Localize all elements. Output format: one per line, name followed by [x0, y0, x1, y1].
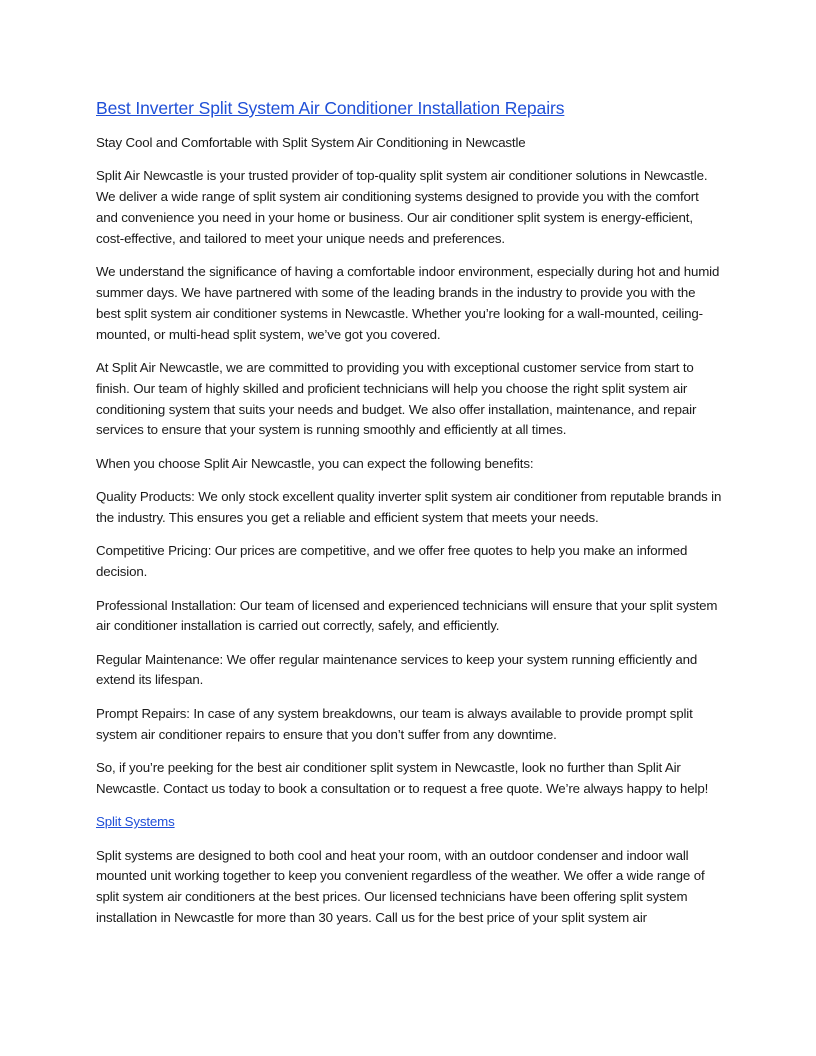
- paragraph-call-to-action: So, if you’re peeking for the best air conditioner split system in Newcastle, look no further than Split Air Newcastle. Contact us today to book a consultation or to request a free quote. We’re always happy to help!: [96, 760, 709, 796]
- split-systems-link[interactable]: Split Systems: [96, 814, 175, 830]
- paragraph-intro: Split Air Newcastle is your trusted provider of top-quality split system air conditioner solutions in Newcastle. We deliver a wide range of split system air conditioning systems designed to provide you with the comfort and convenience you need in your home or business. Our air conditioner split system is energy-efficient, cost-effective, and tailored to meet your unique needs and preferences.: [96, 168, 708, 246]
- section-link-wrapper: [96, 812, 722, 833]
- paragraph-split-systems: Split systems are designed to both cool and heat your room, with an outdoor condenser and indoor wall mounted unit working together to keep you convenient regardless of the weather. We offer a wide range of split system air conditioners at the best prices. Our licensed technicians have been offering split system installation in Newcastle for more than 30 years. Call us for the best price of your split system air: [96, 847, 705, 926]
- benefit-quality-products: Quality Products: We only stock excellent quality inverter split system air conditioner from reputable brands in the industry. This ensures you get a reliable and efficient system that meets your needs.: [96, 489, 722, 525]
- benefit-professional-installation: Professional Installation: Our team of licensed and experienced technicians will ensure that your split system air conditioner installation is carried out correctly, safely, and efficiently.: [96, 597, 718, 634]
- benefit-prompt-repairs: Prompt Repairs: In case of any system breakdowns, our team is always available to provide prompt split system air conditioner repairs to ensure that you don’t suffer from any downtime.: [96, 705, 693, 742]
- subtitle: Stay Cool and Comfortable with Split System Air Conditioning in Newcastle: [96, 135, 526, 150]
- paragraph-commitment: At Split Air Newcastle, we are committed to providing you with exceptional customer service from start to finish. Our team of highly skilled and proficient technicians will help you choose the right split system air conditioning system that suits your needs and budget. We also offer installation, maintenance, and repair services to ensure that your system is running smoothly and efficiently at all times.: [96, 359, 697, 438]
- document-body: [96, 96, 722, 941]
- paragraph-indoor-environment: We understand the significance of having a comfortable indoor environment, especially during hot and humid summer days. We have partnered with some of the leading brands in the industry to provide you with the best split system air conditioner systems in Newcastle. Whether you’re looking for a wall-mounted, ceiling-mounted, or multi-head split system, we’ve got you covered.: [96, 264, 720, 342]
- page-title-link[interactable]: Best Inverter Split System Air Conditioner Installation Repairs: [96, 98, 565, 118]
- paragraph-benefits-intro: When you choose Split Air Newcastle, you can expect the following benefits:: [96, 455, 534, 471]
- benefit-regular-maintenance: Regular Maintenance: We offer regular maintenance services to keep your system running efficiently and extend its lifespan.: [96, 651, 698, 688]
- benefit-competitive-pricing: Competitive Pricing: Our prices are competitive, and we offer free quotes to help you make an informed decision.: [96, 543, 688, 580]
